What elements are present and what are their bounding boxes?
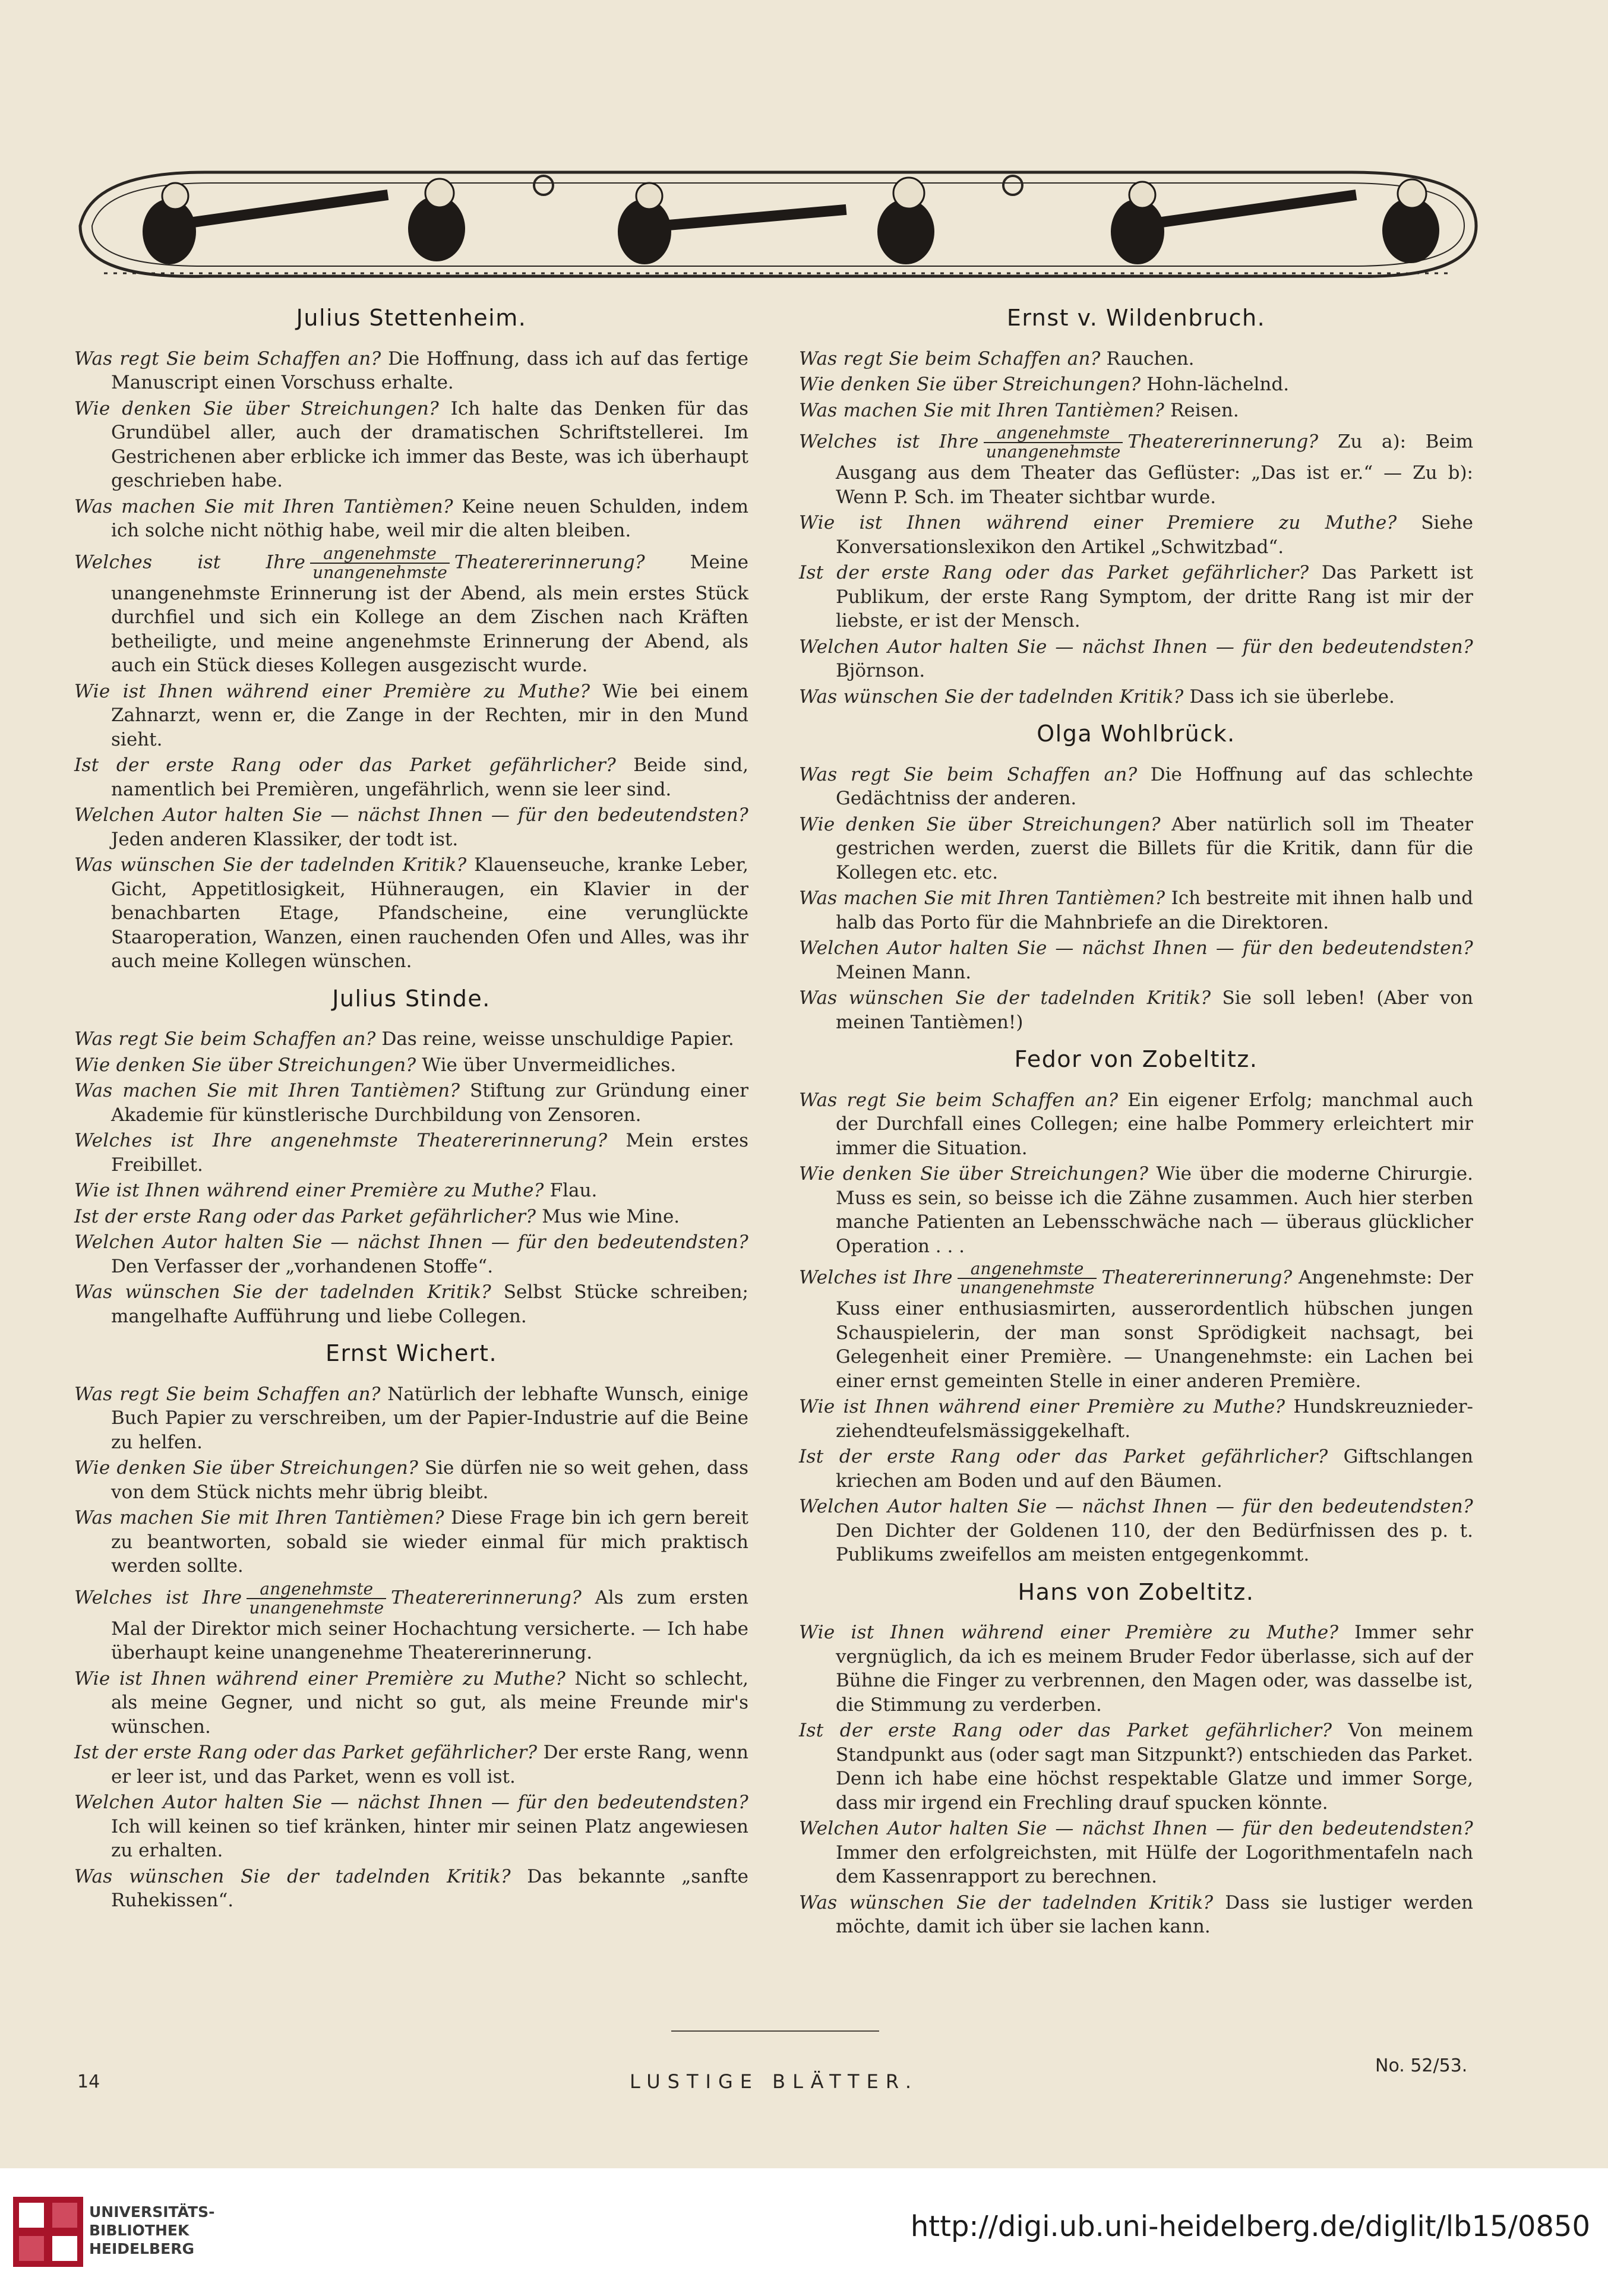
qa-entry [74, 1230, 748, 1278]
qa-entry [74, 1129, 748, 1177]
question-text: Welches ist Ihre [799, 1267, 953, 1288]
answer-text: Dass sie lustiger werden möchte, damit ich über sie lachen kann. [836, 1891, 1473, 1937]
answer-text: Ich bestreite mit ihnen halb und halb das Porto für die Mahnbriefe an die Direktoren. [836, 888, 1474, 933]
answer-text: Wie über die moderne Chirurgie. Muss es sein, so beisse ich die Zähne zusammen. Auch hier sterben manche Patienten an Lebensschwäche nach — überaus glücklicher Operation . . . [836, 1163, 1473, 1257]
author-heading: Ernst v. Wildenbruch. [1006, 305, 1266, 331]
qa-entry [799, 347, 1473, 371]
institution-name [89, 2203, 214, 2258]
answer-text: Aber natürlich soll im Theater gestrichen werden, zuerst die Billets für die Kritik, dann für die Kollegen etc. etc. [836, 813, 1473, 883]
answer-text: Hohn-lächelnd. [1146, 374, 1290, 395]
question-text: Theatererinnerung? [391, 1587, 582, 1608]
answer-text: Mus wie Mine. [542, 1205, 680, 1227]
question-text: Ist der erste Rang oder das Parket gefährlicher? [799, 562, 1309, 583]
author-heading: Olga Wohlbrück. [1037, 721, 1236, 747]
question-text: Was wünschen Sie der tadelnden Kritik? [799, 1891, 1214, 1913]
answer-text: Ich will keinen so tief kränken, hinter mir seinen Platz angewiesen zu erhalten. [111, 1815, 748, 1861]
question-text: Was wünschen Sie der tadelnden Kritik? [74, 1865, 511, 1887]
qa-entry [799, 1719, 1473, 1815]
question-text: Welchen Autor halten Sie — nächst Ihnen — für den bedeutendsten? [74, 804, 748, 826]
answer-text: Als zum ersten Mal der Direktor mich seiner Hochachtung versicherte. — Ich habe überhaupt keine unangenehme Theatererinnerung. [111, 1587, 748, 1663]
answer-text: Das Parkett ist Publikum, der erste Rang Symptom, der dritte Rang ist mir der liebste, er ist der Mensch. [836, 562, 1474, 631]
author-heading: Julius Stinde. [332, 985, 491, 1012]
question-text: Wie denken Sie über Streichungen? [799, 813, 1161, 835]
question-text: Welchen Autor halten Sie — nächst Ihnen — für den bedeutendsten? [74, 1792, 748, 1813]
answer-text: Immer sehr vergnüglich, da ich es meinem Bruder Fedor überlasse, sich auf der Bühne die Finger zu verbrennen, den Magen oder, was dasselbe ist, die Stimmung zu verderben. [836, 1622, 1473, 1716]
answer-text: Flau. [549, 1180, 598, 1201]
question-text: Was wünschen Sie der tadelnden Kritik? [74, 854, 467, 876]
answer-text: Wie über Unvermeidliches. [422, 1054, 677, 1076]
question-text: Wie denken Sie über Streichungen? [799, 374, 1141, 395]
question-text: Welchen Autor halten Sie — nächst Ihnen — für den bedeutendsten? [799, 636, 1473, 658]
question-text: Wie ist Ihnen während einer Première zu Muthe? [74, 680, 590, 702]
qa-entry [799, 1495, 1473, 1567]
qa-entry [74, 680, 748, 752]
answer-text: Siehe Konversationslexikon den Artikel „Schwitzbad“. [836, 512, 1473, 558]
qa-entry [799, 763, 1473, 811]
qa-entry [799, 1395, 1473, 1443]
answer-text: Meine unangenehmste Erinnerung ist der Abend, als mein erstes Stück durchfiel und sich ein Kollege an dem Zischen nach Kräften betheiligte, und meine angenehmste Erinnerung der Abend, als auch ein Stück dieses Kollegen ausgezischt wurde. [111, 551, 748, 676]
answer-text: Dass ich sie überlebe. [1189, 686, 1395, 708]
question-text: Wie denken Sie über Streichungen? [74, 1054, 416, 1076]
question-text: Was regt Sie beim Schaffen an? [74, 1383, 381, 1405]
qa-entry [799, 1445, 1473, 1493]
qa-entry [799, 1817, 1473, 1889]
question-text: Wie ist Ihnen während einer Premiere zu Muthe? [799, 512, 1397, 533]
question-text: Was wünschen Sie der tadelnden Kritik? [799, 686, 1184, 708]
question-text: Was machen Sie mit Ihren Tantièmen? [74, 1507, 444, 1528]
question-text: Wie ist Ihnen während einer Première zu Muthe? [74, 1180, 544, 1201]
qa-entry [799, 511, 1473, 559]
viewer-bar [0, 2168, 1608, 2296]
question-text: Ist der erste Rang oder das Parket gefährlicher? [799, 1720, 1332, 1741]
question-text: Theatererinnerung? [1101, 1267, 1293, 1288]
author-heading: Ernst Wichert. [325, 1340, 498, 1366]
answer-text: Giftschlangen kriechen am Boden und auf den Bäumen. [836, 1446, 1473, 1492]
fraction [310, 545, 450, 582]
author-heading: Julius Stettenheim. [296, 305, 527, 331]
qa-entry [74, 1506, 748, 1578]
fraction-denominator: unangenehmste [985, 442, 1121, 462]
question-text: Was regt Sie beim Schaffen an? [74, 348, 381, 369]
answer-text: Keine neuen Schulden, indem ich solche nicht nöthig habe, weil mir die alten bleiben. [111, 495, 748, 541]
illustration-banner [68, 160, 1488, 288]
qa-entry [74, 1456, 748, 1504]
answer-text: Ein eigener Erfolg; manchmal auch der Durchfall eines Collegen; eine halbe Pommery erleichtert mir immer die Situation. [836, 1089, 1474, 1159]
qa-entry [74, 853, 748, 974]
answer-text: Das reine, weisse unschuldige Papier. [381, 1028, 734, 1050]
page-number: 14 [77, 2071, 100, 2092]
qa-entry [74, 1079, 748, 1127]
qa-entry [799, 1891, 1473, 1939]
answer-text: Die Hoffnung, dass ich auf das fertige Manuscript einen Vorschuss erhalte. [111, 348, 749, 393]
answer-text: Das bekannte „sanfte Ruhekissen“. [111, 1865, 748, 1911]
qa-entry [799, 1621, 1473, 1717]
question-text: Was regt Sie beim Schaffen an? [74, 1028, 376, 1050]
question-text: Ist der erste Rang oder das Parket gefährlicher? [74, 754, 617, 776]
qa-entry [799, 936, 1473, 984]
qa-entry [74, 753, 748, 801]
answer-text: Nicht so schlecht, als meine Gegner, und nicht so gut, als meine Freunde mir's wünschen. [111, 1667, 748, 1738]
question-text: Theatererinnerung? [1127, 431, 1319, 453]
author-heading: Hans von Zobeltitz. [1018, 1578, 1255, 1605]
issue-number: No. 52/53. [1375, 2055, 1468, 2076]
university-seal-icon [13, 2197, 83, 2267]
fraction-numerator: angenehmste [310, 545, 450, 564]
author-heading: Fedor von Zobeltitz. [1014, 1046, 1258, 1072]
answer-text: Den Verfasser der „vorhandenen Stoffe“. [111, 1255, 494, 1277]
answer-text: Wie bei einem Zahnarzt, wenn er, die Zange in der Rechten, mir in den Mund sieht. [111, 680, 748, 750]
qa-entry [74, 1741, 748, 1789]
right-column [799, 306, 1473, 1941]
answer-text: Sie soll leben! (Aber von meinen Tantièmen!) [836, 987, 1473, 1033]
question-text: Was machen Sie mit Ihren Tantièmen? [74, 495, 453, 517]
qa-entry [74, 397, 748, 493]
qa-entry [74, 1053, 748, 1078]
qa-entry [799, 813, 1473, 885]
qa-entry [799, 1260, 1473, 1393]
answer-text: Rauchen. [1106, 348, 1195, 369]
answer-text: Reisen. [1170, 399, 1239, 421]
answer-text: Klauenseuche, kranke Leber, Gicht, Appetitlosigkeit, Hühneraugen, ein Klavier in der benachbarten Etage, Pfandscheine, eine verunglückte Staaroperation, Wanzen, einen rauchenden Ofen und Alles, was ihr auch meine Kollegen wünschen. [111, 854, 748, 972]
answer-text: Meinen Mann. [836, 961, 972, 983]
fraction [958, 1260, 1097, 1297]
qa-entry [74, 1027, 748, 1051]
answer-text: Von meinem Standpunkt aus (oder sagt man Sitzpunkt?) entschieden das Parket. Denn ich habe eine höchst respektable Glatze und immer Sorge, dass mir irgend ein Frechling drauf spucken könnte. [836, 1720, 1473, 1814]
answer-text: Jeden anderen Klassiker, der todt ist. [111, 828, 459, 850]
question-text: Was machen Sie mit Ihren Tantièmen? [799, 399, 1165, 421]
magazine-title: LUSTIGE BLÄTTER. [630, 2070, 919, 2093]
qa-entry [799, 685, 1473, 709]
question-text: Theatererinnerung? [454, 551, 645, 573]
question-text: Welches ist Ihre angenehmste Theatererinnerung? [74, 1130, 608, 1151]
fraction-numerator: angenehmste [984, 424, 1123, 443]
qa-entry [799, 635, 1473, 683]
question-text: Was regt Sie beim Schaffen an? [799, 763, 1138, 785]
document-url-link[interactable]: http://digi.ub.uni-heidelberg.de/diglit/lb15/0850 [910, 2210, 1590, 2243]
footer-rule [671, 2030, 879, 2032]
answer-text: Zu a): Beim Ausgang aus dem Theater das Geflüster: „Das ist er.“ — Zu b): Wenn P. Sch. im Theater sichtbar wurde. [836, 431, 1474, 508]
qa-entry [74, 1280, 748, 1328]
fraction-denominator: unangenehmste [249, 1597, 384, 1618]
answer-text: Sie dürfen nie so weit gehen, dass von dem Stück nichts mehr übrig bleibt. [111, 1457, 748, 1503]
question-text: Wie denken Sie über Streichungen? [799, 1163, 1149, 1185]
question-text: Wie denken Sie über Streichungen? [74, 1457, 419, 1479]
qa-entry [74, 1580, 748, 1665]
answer-text: Immer den erfolgreichsten, mit Hülfe der Logorithmentafeln nach dem Kassenrapport zu berechnen. [836, 1842, 1473, 1887]
qa-entry [799, 424, 1473, 509]
question-text: Welches ist Ihre [74, 551, 306, 573]
answer-text: Der erste Rang, wenn er leer ist, und das Parket, wenn es voll ist. [111, 1742, 748, 1787]
institution-line: BIBLIOTHEK [89, 2222, 189, 2239]
answer-text: Mein erstes Freibillet. [111, 1130, 749, 1176]
answer-text: Diese Frage bin ich gern bereit zu beantworten, sobald sie wieder einmal für mich praktisch werden sollte. [111, 1507, 748, 1577]
question-text: Welchen Autor halten Sie — nächst Ihnen — für den bedeutendsten? [799, 937, 1473, 959]
question-text: Welchen Autor halten Sie — nächst Ihnen — für den bedeutendsten? [74, 1231, 748, 1253]
qa-entry [74, 1179, 748, 1203]
question-text: Welchen Autor halten Sie — nächst Ihnen — für den bedeutendsten? [799, 1496, 1473, 1517]
question-text: Was wünschen Sie der tadelnden Kritik? [74, 1281, 491, 1303]
question-text: Welchen Autor halten Sie — nächst Ihnen — für den bedeutendsten? [799, 1818, 1473, 1839]
question-text: Wie denken Sie über Streichungen? [74, 397, 440, 419]
answer-text: Björnson. [836, 660, 925, 681]
answer-text: Stiftung zur Gründung einer Akademie für künstlerische Durchbildung von Zensoren. [111, 1080, 748, 1126]
qa-entry [74, 1790, 748, 1863]
answer-text: Ich halte das Denken für das Grundübel aller, auch der dramatischen Schriftstellerei. Im Gestrichenen aber erblicke ich immer das Beste, was ich überhaupt geschrieben habe. [111, 397, 748, 491]
qa-entry [799, 372, 1473, 397]
answer-text: Die Hoffnung auf das schlechte Gedächtniss der anderen. [836, 763, 1473, 809]
qa-entry [74, 347, 748, 395]
qa-entry [799, 399, 1473, 423]
qa-entry [74, 1667, 748, 1739]
qa-entry [74, 803, 748, 851]
question-text: Wie ist Ihnen während einer Première zu Muthe? [74, 1667, 566, 1689]
institution-line: UNIVERSITÄTS- [89, 2203, 215, 2221]
question-text: Welches ist Ihre [799, 431, 979, 453]
qa-entry [74, 1382, 748, 1455]
answer-text: Den Dichter der Goldenen 110, der den Bedürfnissen des p. t. Publikums zweifellos am meisten entgegenkommt. [836, 1520, 1473, 1565]
question-text: Wie ist Ihnen während einer Première zu Muthe? [799, 1622, 1339, 1643]
fraction-numerator: angenehmste [958, 1260, 1097, 1279]
question-text: Ist der erste Rang oder das Parket gefährlicher? [74, 1205, 536, 1227]
question-text: Ist der erste Rang oder das Parket gefährlicher? [799, 1446, 1328, 1467]
question-text: Was wünschen Sie der tadelnden Kritik? [799, 987, 1211, 1009]
question-text: Was machen Sie mit Ihren Tantièmen? [799, 888, 1165, 909]
qa-entry [799, 886, 1473, 934]
qa-entry [74, 545, 748, 678]
qa-entry [74, 1865, 748, 1913]
answer-text: Natürlich der lebhafte Wunsch, einige Buch Papier zu verschreiben, um der Papier-Industrie auf die Beine zu helfen. [111, 1383, 748, 1453]
qa-entry [74, 1205, 748, 1229]
answer-text: Selbst Stücke schreiben; mangelhafte Aufführung und liebe Collegen. [111, 1281, 748, 1327]
qa-entry [799, 561, 1473, 633]
fraction-denominator: unangenehmste [959, 1278, 1095, 1297]
fraction-numerator: angenehmste [247, 1580, 386, 1599]
institution-line: HEIDELBERG [89, 2240, 194, 2257]
answer-text: Beide sind, namentlich bei Premièren, ungefährlich, wenn sie leer sind. [111, 754, 749, 800]
question-text: Wie ist Ihnen während einer Première zu Muthe? [799, 1396, 1285, 1417]
question-text: Was regt Sie beim Schaffen an? [799, 348, 1101, 369]
qa-entry [74, 495, 748, 543]
qa-entry [799, 1162, 1473, 1258]
question-text: Ist der erste Rang oder das Parket gefährlicher? [74, 1742, 538, 1763]
left-column [74, 306, 748, 1915]
fraction [984, 424, 1123, 461]
fraction-denominator: unangenehmste [312, 562, 447, 582]
qa-entry [799, 986, 1473, 1034]
qa-entry [799, 1088, 1473, 1161]
question-text: Was regt Sie beim Schaffen an? [799, 1089, 1119, 1111]
question-text: Was machen Sie mit Ihren Tantièmen? [74, 1080, 460, 1101]
fraction [247, 1580, 386, 1617]
answer-text: Angenehmste: Der Kuss einer enthusiasmirten, ausserordentlich hübschen jungen Schauspielerin, der man sonst Sprödigkeit nachsagt, bei Gelegenheit einer Première. — Unangenehmste: ein Lachen bei einer ernst gemeinten Stelle in einer anderen Première. [836, 1267, 1473, 1392]
question-text: Welches ist Ihre [74, 1587, 242, 1608]
answer-text: Hundskreuznieder-ziehendteufelsmässiggekelhaft. [836, 1396, 1473, 1442]
